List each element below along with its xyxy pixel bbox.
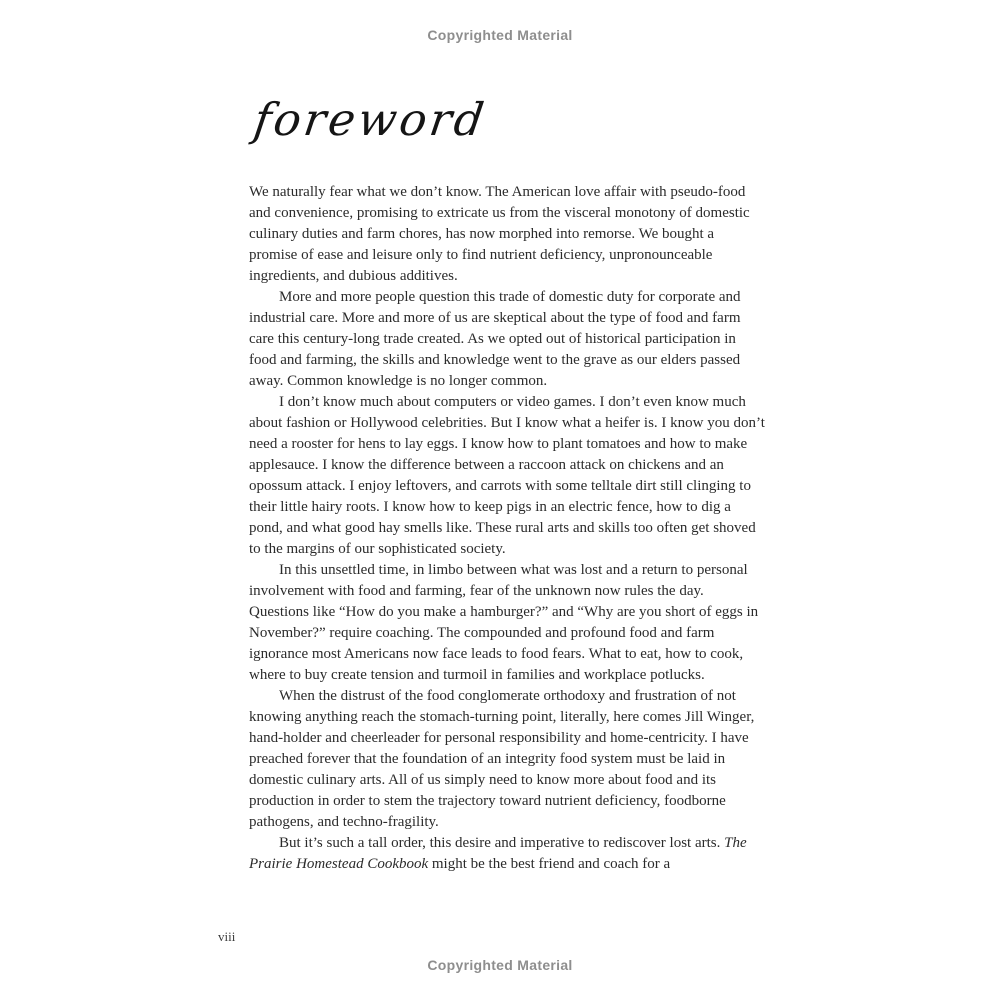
foreword-heading: foreword [250, 93, 490, 146]
page-content [249, 88, 765, 875]
paragraph [249, 686, 765, 833]
paragraph-text: When the distrust of the food conglomerate orthodoxy and frustration of not knowing anything reach the stomach-turning point, literally, here comes Jill Winger, hand-holder and cheerleader for personal responsibility and home-centricity. I have preached forever that the foundation of an integrity food system must be laid in domestic culinary arts. All of us simply need to know more about food and its production in order to stem the trajectory toward nutrient deficiency, foodborne pathogens, and techno-fragility. [249, 688, 755, 830]
paragraph-text: But it’s such a tall order, this desire and imperative to rediscover lost arts. [279, 835, 725, 851]
book-title-italic: The Prairie Homestead Cookbook [249, 835, 747, 872]
paragraph [249, 560, 765, 686]
body-text [249, 182, 765, 875]
page-number: viii [218, 929, 236, 944]
paragraph [249, 182, 765, 287]
paragraph [249, 287, 765, 392]
paragraph-text: More and more people question this trade of domestic duty for corporate and industrial care. More and more of us are skeptical about the type of food and farm care this century-long trade created. As we opted out of historical participation in food and farming, the skills and knowledge went to the grave as our elders passed away. Common knowledge is no longer common. [249, 289, 741, 389]
copyright-notice-top: Copyrighted Material [427, 27, 573, 43]
paragraph-text: might be the best friend and coach for a [428, 856, 671, 872]
copyright-notice-bottom: Copyrighted Material [427, 957, 573, 973]
paragraph-text: In this unsettled time, in limbo between what was lost and a return to personal involvement with food and farming, fear of the unknown now rules the day. Questions like “How do you make a hamburger?” and “Why are you short of eggs in November?” require coaching. The compounded and profound food and farm ignorance most Americans now face leads to food fears. What to eat, how to cook, where to buy create tension and turmoil in families and workplace potlucks. [249, 562, 759, 683]
paragraph [249, 833, 765, 875]
paragraph-text: I don’t know much about computers or video games. I don’t even know much about fashion or Hollywood celebrities. But I know what a heifer is. I know you don’t need a rooster for hens to lay eggs. I know how to plant tomatoes and how to make applesauce. I know the difference between a raccoon attack on chickens and an opossum attack. I enjoy leftovers, and carrots with some telltale dirt still clinging to their little hairy roots. I know how to keep pigs in an electric fence, how to dig a pond, and what good hay smells like. These rural arts and skills too often get shoved to the margins of our sophisticated society. [249, 394, 765, 557]
paragraph [249, 392, 765, 560]
paragraph-text: We naturally fear what we don’t know. The American love affair with pseudo-food and convenience, promising to extricate us from the visceral monotony of domestic culinary duties and farm chores, has now morphed into remorse. We bought a promise of ease and leisure only to find nutrient deficiency, unpronounceable ingredients, and dubious additives. [249, 184, 750, 284]
